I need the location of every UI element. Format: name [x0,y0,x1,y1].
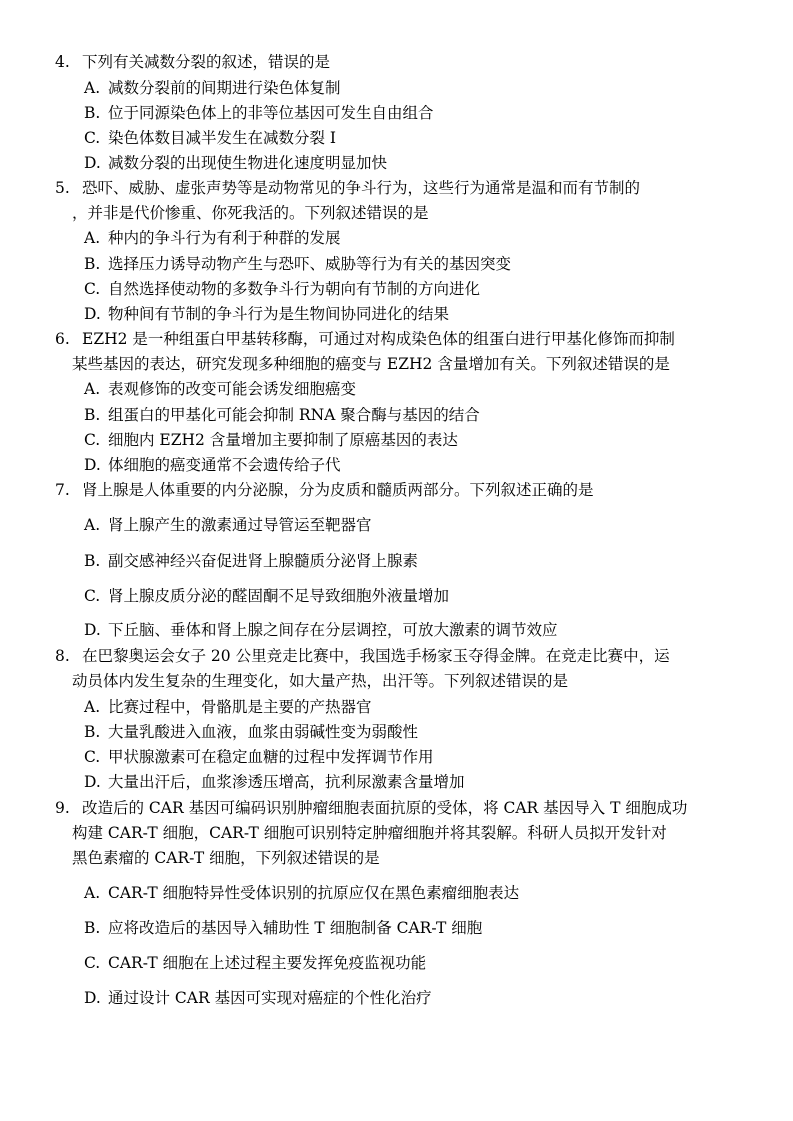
question-text: 下列有关减数分裂的叙述，错误的是 [82,53,331,71]
option-text: CAR-T 细胞在上述过程主要发挥免疫监视功能 [108,954,427,972]
option-label: A. [84,229,101,247]
question-text: ，并非是代价惨重、你死我活的。下列叙述错误的是 [72,204,429,222]
option-text: 减数分裂前的间期进行染色体复制 [108,79,341,97]
option-label: A. [84,884,101,902]
option-text: 大量乳酸进入血液，血浆由弱碱性变为弱酸性 [108,723,419,741]
option-label: B. [84,723,101,741]
option-text: 大量出汗后，血浆渗透压增高，抗利尿激素含量增加 [108,773,465,791]
option-text: 自然选择使动物的多数争斗行为朝向有节制的方向进化 [108,280,481,298]
option-text: 肾上腺皮质分泌的醛固酮不足导致细胞外液量增加 [108,587,450,605]
option-label: C. [84,587,101,605]
question-number: 8. [55,647,70,665]
option-label: D. [84,154,101,172]
option-text: 染色体数目减半发生在减数分裂 I [108,129,337,147]
question-text: 构建 CAR-T 细胞，CAR-T 细胞可识别特定肿瘤细胞并将其裂解。科研人员拟开发针对 [72,824,667,842]
question-text: 肾上腺是人体重要的内分泌腺，分为皮质和髓质两部分。下列叙述正确的是 [82,481,594,499]
option-text: 肾上腺产生的激素通过导管运至靶器官 [108,516,372,534]
option-label: D. [84,305,101,323]
option-text: 体细胞的癌变通常不会遗传给子代 [108,456,341,474]
option-text: CAR-T 细胞特异性受体识别的抗原应仅在黑色素瘤细胞表达 [108,884,520,902]
option-text: 通过设计 CAR 基因可实现对癌症的个性化治疗 [108,989,432,1007]
question-text: 恐吓、威胁、虚张声势等是动物常见的争斗行为，这些行为通常是温和而有节制的 [82,179,641,197]
option-label: D. [84,773,101,791]
option-label: B. [84,552,101,570]
option-label: D. [84,621,101,639]
question-text: 在巴黎奥运会女子 20 公里竞走比赛中，我国选手杨家玉夺得金牌。在竞走比赛中，运 [82,647,670,665]
option-text: 选择压力诱导动物产生与恐吓、威胁等行为有关的基因突变 [108,255,512,273]
option-label: C. [84,431,101,449]
option-text: 副交感神经兴奋促进肾上腺髓质分泌肾上腺素 [108,552,419,570]
option-label: C. [84,129,101,147]
option-text: 应将改造后的基因导入辅助性 T 细胞制备 CAR-T 细胞 [108,919,483,937]
option-label: B. [84,919,101,937]
option-text: 减数分裂的出现使生物进化速度明显加快 [108,154,388,172]
question-text: EZH2 是一种组蛋白甲基转移酶，可通过对构成染色体的组蛋白进行甲基化修饰而抑制 [82,330,675,348]
question-number: 6. [55,330,70,348]
option-label: B. [84,406,101,424]
option-text: 细胞内 EZH2 含量增加主要抑制了原癌基因的表达 [108,431,458,449]
option-label: D. [84,989,101,1007]
option-text: 种内的争斗行为有利于种群的发展 [108,229,341,247]
question-text: 改造后的 CAR 基因可编码识别肿瘤细胞表面抗原的受体，将 CAR 基因导入 T 细胞成功 [82,799,688,817]
option-label: A. [84,79,101,97]
option-text: 表观修饰的改变可能会诱发细胞癌变 [108,380,357,398]
option-text: 比赛过程中，骨骼肌是主要的产热器官 [108,698,372,716]
option-label: B. [84,255,101,273]
option-text: 物种间有节制的争斗行为是生物间协同进化的结果 [108,305,450,323]
question-number: 4. [55,53,70,71]
option-label: C. [84,280,101,298]
question-number: 9. [55,799,70,817]
question-number: 5. [55,179,70,197]
option-label: A. [84,698,101,716]
option-label: C. [84,748,101,766]
option-text: 位于同源染色体上的非等位基因可发生自由组合 [108,104,434,122]
question-number: 7. [55,481,70,499]
question-text: 动员体内发生复杂的生理变化，如大量产热，出汗等。下列叙述错误的是 [72,672,569,690]
question-text: 某些基因的表达，研究发现多种细胞的癌变与 EZH2 含量增加有关。下列叙述错误的是 [72,355,670,373]
option-label: D. [84,456,101,474]
option-text: 下丘脑、垂体和肾上腺之间存在分层调控，可放大激素的调节效应 [108,621,558,639]
option-text: 组蛋白的甲基化可能会抑制 RNA 聚合酶与基因的结合 [108,406,480,424]
option-label: B. [84,104,101,122]
option-label: C. [84,954,101,972]
option-label: A. [84,380,101,398]
option-label: A. [84,516,101,534]
option-text: 甲状腺激素可在稳定血糖的过程中发挥调节作用 [108,748,434,766]
question-text: 黑色素瘤的 CAR-T 细胞，下列叙述错误的是 [72,849,380,867]
